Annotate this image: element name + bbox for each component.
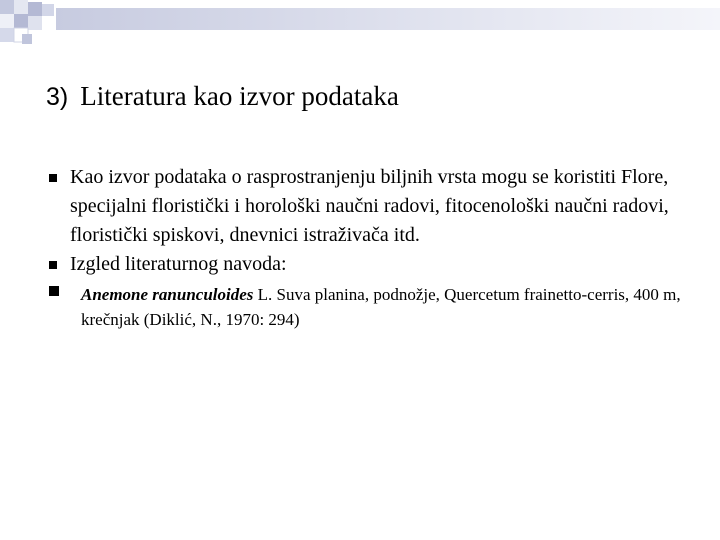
bullet-item <box>46 163 670 250</box>
title-number: 3) <box>46 83 69 111</box>
slide-title <box>46 80 686 113</box>
reference-item <box>46 282 696 332</box>
square-bullet-icon <box>49 174 57 182</box>
reference-text: L. Suva planina, podnožje, Quercetum frainetto-cerris, 400 m, krečnjak (Diklić, N., 1970: 294) <box>81 285 681 329</box>
bullet-text: Kao izvor podataka o rasprostranjenju biljnih vrsta mogu se koristiti Flore, specijalni floristički i horološki naučni radovi, fitocenološki naučni radovi, floristički spiskovi, dnevnici istraživača itd. <box>70 166 669 246</box>
bullet-item <box>46 250 696 279</box>
title-text: Literatura kao izvor podataka <box>80 81 399 111</box>
square-bullet-icon <box>49 261 57 269</box>
top-decoration <box>0 0 720 48</box>
bullet-list <box>46 163 696 332</box>
bullet-text: Izgled literaturnog navoda: <box>70 253 287 275</box>
species-name: Anemone ranunculoides <box>81 285 254 304</box>
square-bullet-icon <box>49 286 59 296</box>
